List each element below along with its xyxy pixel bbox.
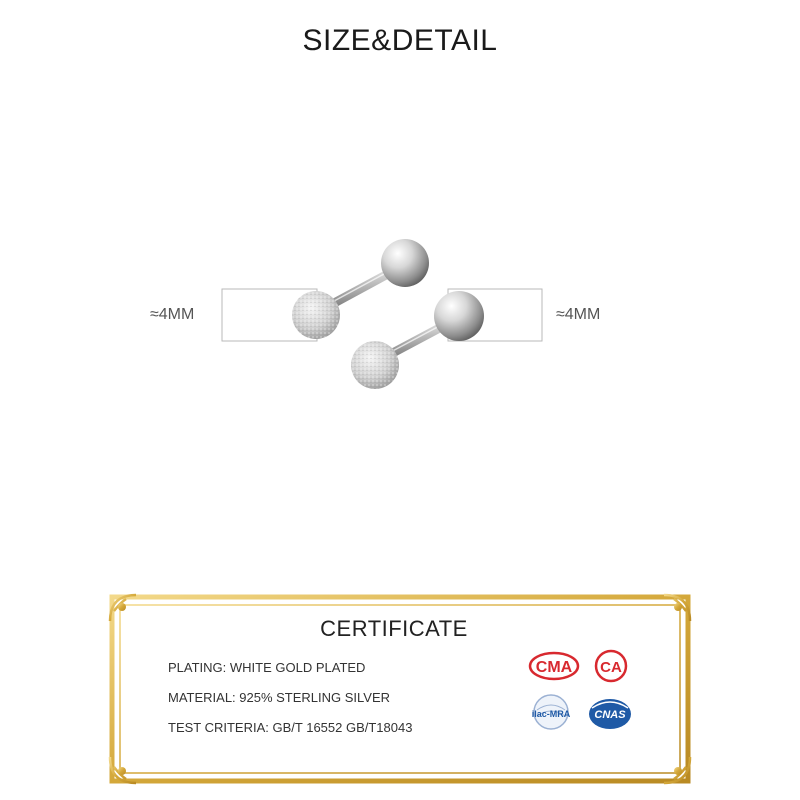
page-title: SIZE&DETAIL (302, 24, 498, 57)
material-line: MATERIAL: 925% STERLING SILVER (168, 690, 391, 705)
certificate-title: CERTIFICATE (320, 616, 468, 641)
plating-line: PLATING: WHITE GOLD PLATED (168, 660, 366, 675)
earring-right (351, 291, 484, 389)
ilac-mra-logo-icon (527, 692, 575, 738)
svg-text:CA: CA (600, 659, 622, 676)
cma-logo-icon (528, 650, 580, 682)
svg-text:CNAS: CNAS (594, 709, 626, 721)
cnas-logo-icon (586, 694, 634, 734)
dimension-label-right: ≈4MM (556, 306, 601, 323)
ca-logo-icon (590, 648, 632, 684)
dimension-label-left: ≈4MM (150, 306, 195, 323)
svg-text:CMA: CMA (535, 659, 573, 676)
test-criteria-line: TEST CRITERIA: GB/T 16552 GB/T18043 (168, 720, 413, 735)
svg-text:ilac-MRA: ilac-MRA (531, 709, 571, 719)
